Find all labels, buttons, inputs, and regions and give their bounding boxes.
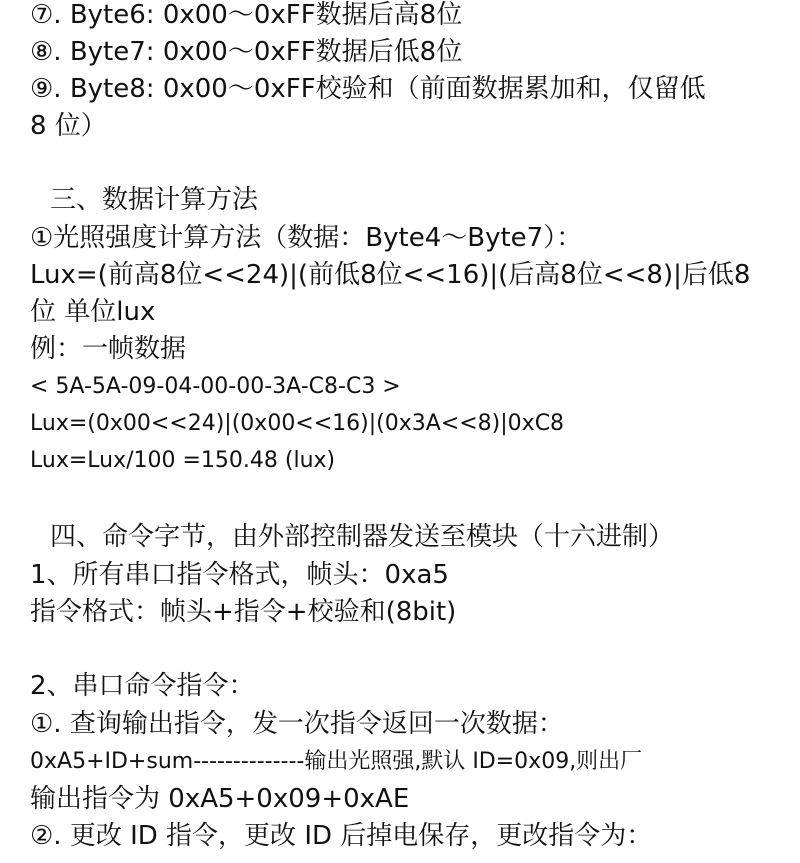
- command-format-line: 指令格式：帧头+指令+校验和(8bit): [30, 597, 457, 627]
- byte8-line: ⑨. Byte8: 0x00～0xFF校验和（前面数据累加和，仅留低: [30, 74, 706, 104]
- byte8-line-continued: 8 位）: [30, 111, 107, 141]
- frame-header-line: 1、所有串口指令格式，帧头：0xa5: [30, 560, 449, 590]
- byte7-line: ⑧. Byte7: 0x00～0xFF数据后低8位: [30, 37, 463, 67]
- lux-formula: Lux=(前高8位<<24)|(前低8位<<16)|(后高8位<<8)|后低8: [30, 260, 751, 290]
- example-label: 例：一帧数据: [30, 334, 187, 364]
- serial-commands-heading: 2、串口命令指令：: [30, 671, 255, 701]
- example-result: Lux=Lux/100 =150.48 (lux): [30, 448, 336, 473]
- query-command-title: ①. 查询输出指令，发一次指令返回一次数据：: [30, 709, 564, 739]
- lux-method-title: ①光照强度计算方法（数据：Byte4～Byte7）：: [30, 223, 583, 253]
- section-four-heading: 四、命令字节，由外部控制器发送至模块（十六进制）: [50, 522, 675, 552]
- example-frame: < 5A-5A-09-04-00-00-3A-C8-C3 >: [30, 374, 401, 399]
- byte6-line: ⑦. Byte6: 0x00～0xFF数据后高8位: [30, 0, 463, 30]
- example-calc: Lux=(0x00<<24)|(0x00<<16)|(0x3A<<8)|0xC8: [30, 411, 565, 436]
- change-id-command-title: ②. 更改 ID 指令，更改 ID 后掉电保存，更改指令为：: [30, 821, 653, 851]
- section-three-heading: 三、数据计算方法: [50, 185, 259, 215]
- query-command-default: 输出指令为 0xA5+0x09+0xAE: [30, 784, 410, 814]
- lux-unit-line: 位 单位lux: [30, 297, 156, 327]
- query-command-format: 0xA5+ID+sum--------------输出光照强,默认 ID=0x09,则出厂: [30, 749, 643, 774]
